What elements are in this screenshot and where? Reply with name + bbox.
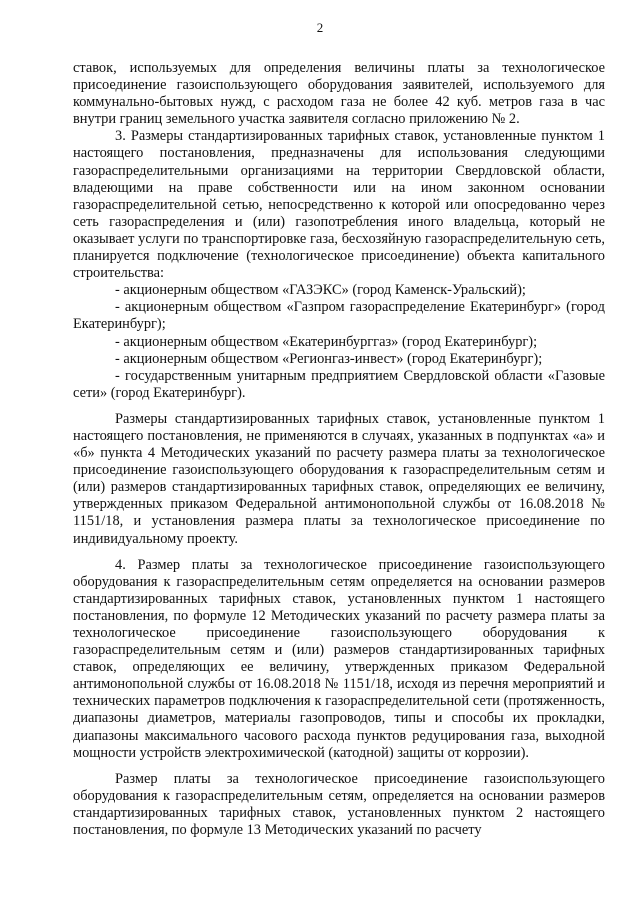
paragraph-fee-size: Размер платы за технологическое присоединение газоиспользующего оборудования к газораспределительным сетям, определяется на основании размеров стандартизированных тарифных ставок, установленных пунктом 2 настоящего постановления, по формуле 13 Методических указаний по расчету (73, 770, 605, 839)
list-item-regiongaz: - акционерным обществом «Регионгаз-инвест» (город Екатеринбург); (115, 350, 543, 367)
paragraph-continuation: ставок, используемых для определения величины платы за технологическое присоединение газоиспользующего оборудования заявителей, используемого для коммунально-бытовых нужд, с расходом газа не более 42 куб. метров газа в час внутри границ земельного участка заявителя согласно приложению № 2. (73, 60, 605, 128)
list-item-gazeks: - акционерным обществом «ГАЗЭКС» (город Каменск-Уральский); (115, 282, 526, 299)
list-item-gazprom: - акционерным обществом «Газпром газораспределение Екатеринбург» (город Екатеринбург); (73, 299, 605, 333)
document-body (73, 60, 605, 839)
list-item-gazovye-seti: - государственным унитарным предприятием Свердловской области «Газовые сети» (город Екатеринбург). (73, 367, 605, 401)
paragraph-item-4: 4. Размер платы за технологическое присоединение газоиспользующего оборудования к газораспределительным сетям определяется на основании размеров стандартизированных тарифных ставок, установленных пунктом 1 настоящего постановления, по формуле 12 Методических указаний по расчету размера платы за технологическое присоединение газоиспользующего оборудования к газораспределительным сетям и (или) размеров стандартизированных тарифных ставок, определяющих ее величину, утвержденных приказом Федеральной антимонопольной службы от 16.08.2018 № 1151/18, исходя из перечня мероприятий и технических параметров подключения к газораспределительной сети (протяженность, диапазоны диаметров, материалы газопроводов, типы и способы их прокладки, диапазоны максимального часового расхода пунктов редуцирования газа, выходной мощности устройств электрохимической (катодной) защиты от коррозии). (73, 556, 605, 761)
paragraph-exceptions: Размеры стандартизированных тарифных ставок, установленные пунктом 1 настоящего постановления, не применяются в случаях, указанных в подпунктах «а» и «б» пункта 4 Методических указаний по расчету размера платы за технологическое присоединение газоиспользующего оборудования к газораспределительным сетям и (или) размеров стандартизированных тарифных ставок, определяющих ее величину, утвержденных приказом Федеральной антимонопольной службы от 16.08.2018 № 1151/18, и установления размера платы за технологическое присоединение по индивидуальному проекту. (73, 410, 605, 547)
list-item-ekaterinburggaz: - акционерным обществом «Екатеринбурггаз» (город Екатеринбург); (115, 333, 538, 350)
page-number: 2 (316, 20, 324, 35)
paragraph-item-3: 3. Размеры стандартизированных тарифных ставок, установленные пунктом 1 настоящего постановления, предназначены для использования следующими газораспределительными организациями на территории Свердловской области, владеющими на праве собственности или на ином законном основании газораспределительной сетью, непосредственно к которой или опосредованно через сеть газораспределения и (или) газопотребления иного владельца, который не оказывает услуги по транспортировке газа, бесхозяйную газораспределительную сеть, планируется подключение (технологическое присоединение) объекта капитального строительства: (73, 128, 605, 282)
